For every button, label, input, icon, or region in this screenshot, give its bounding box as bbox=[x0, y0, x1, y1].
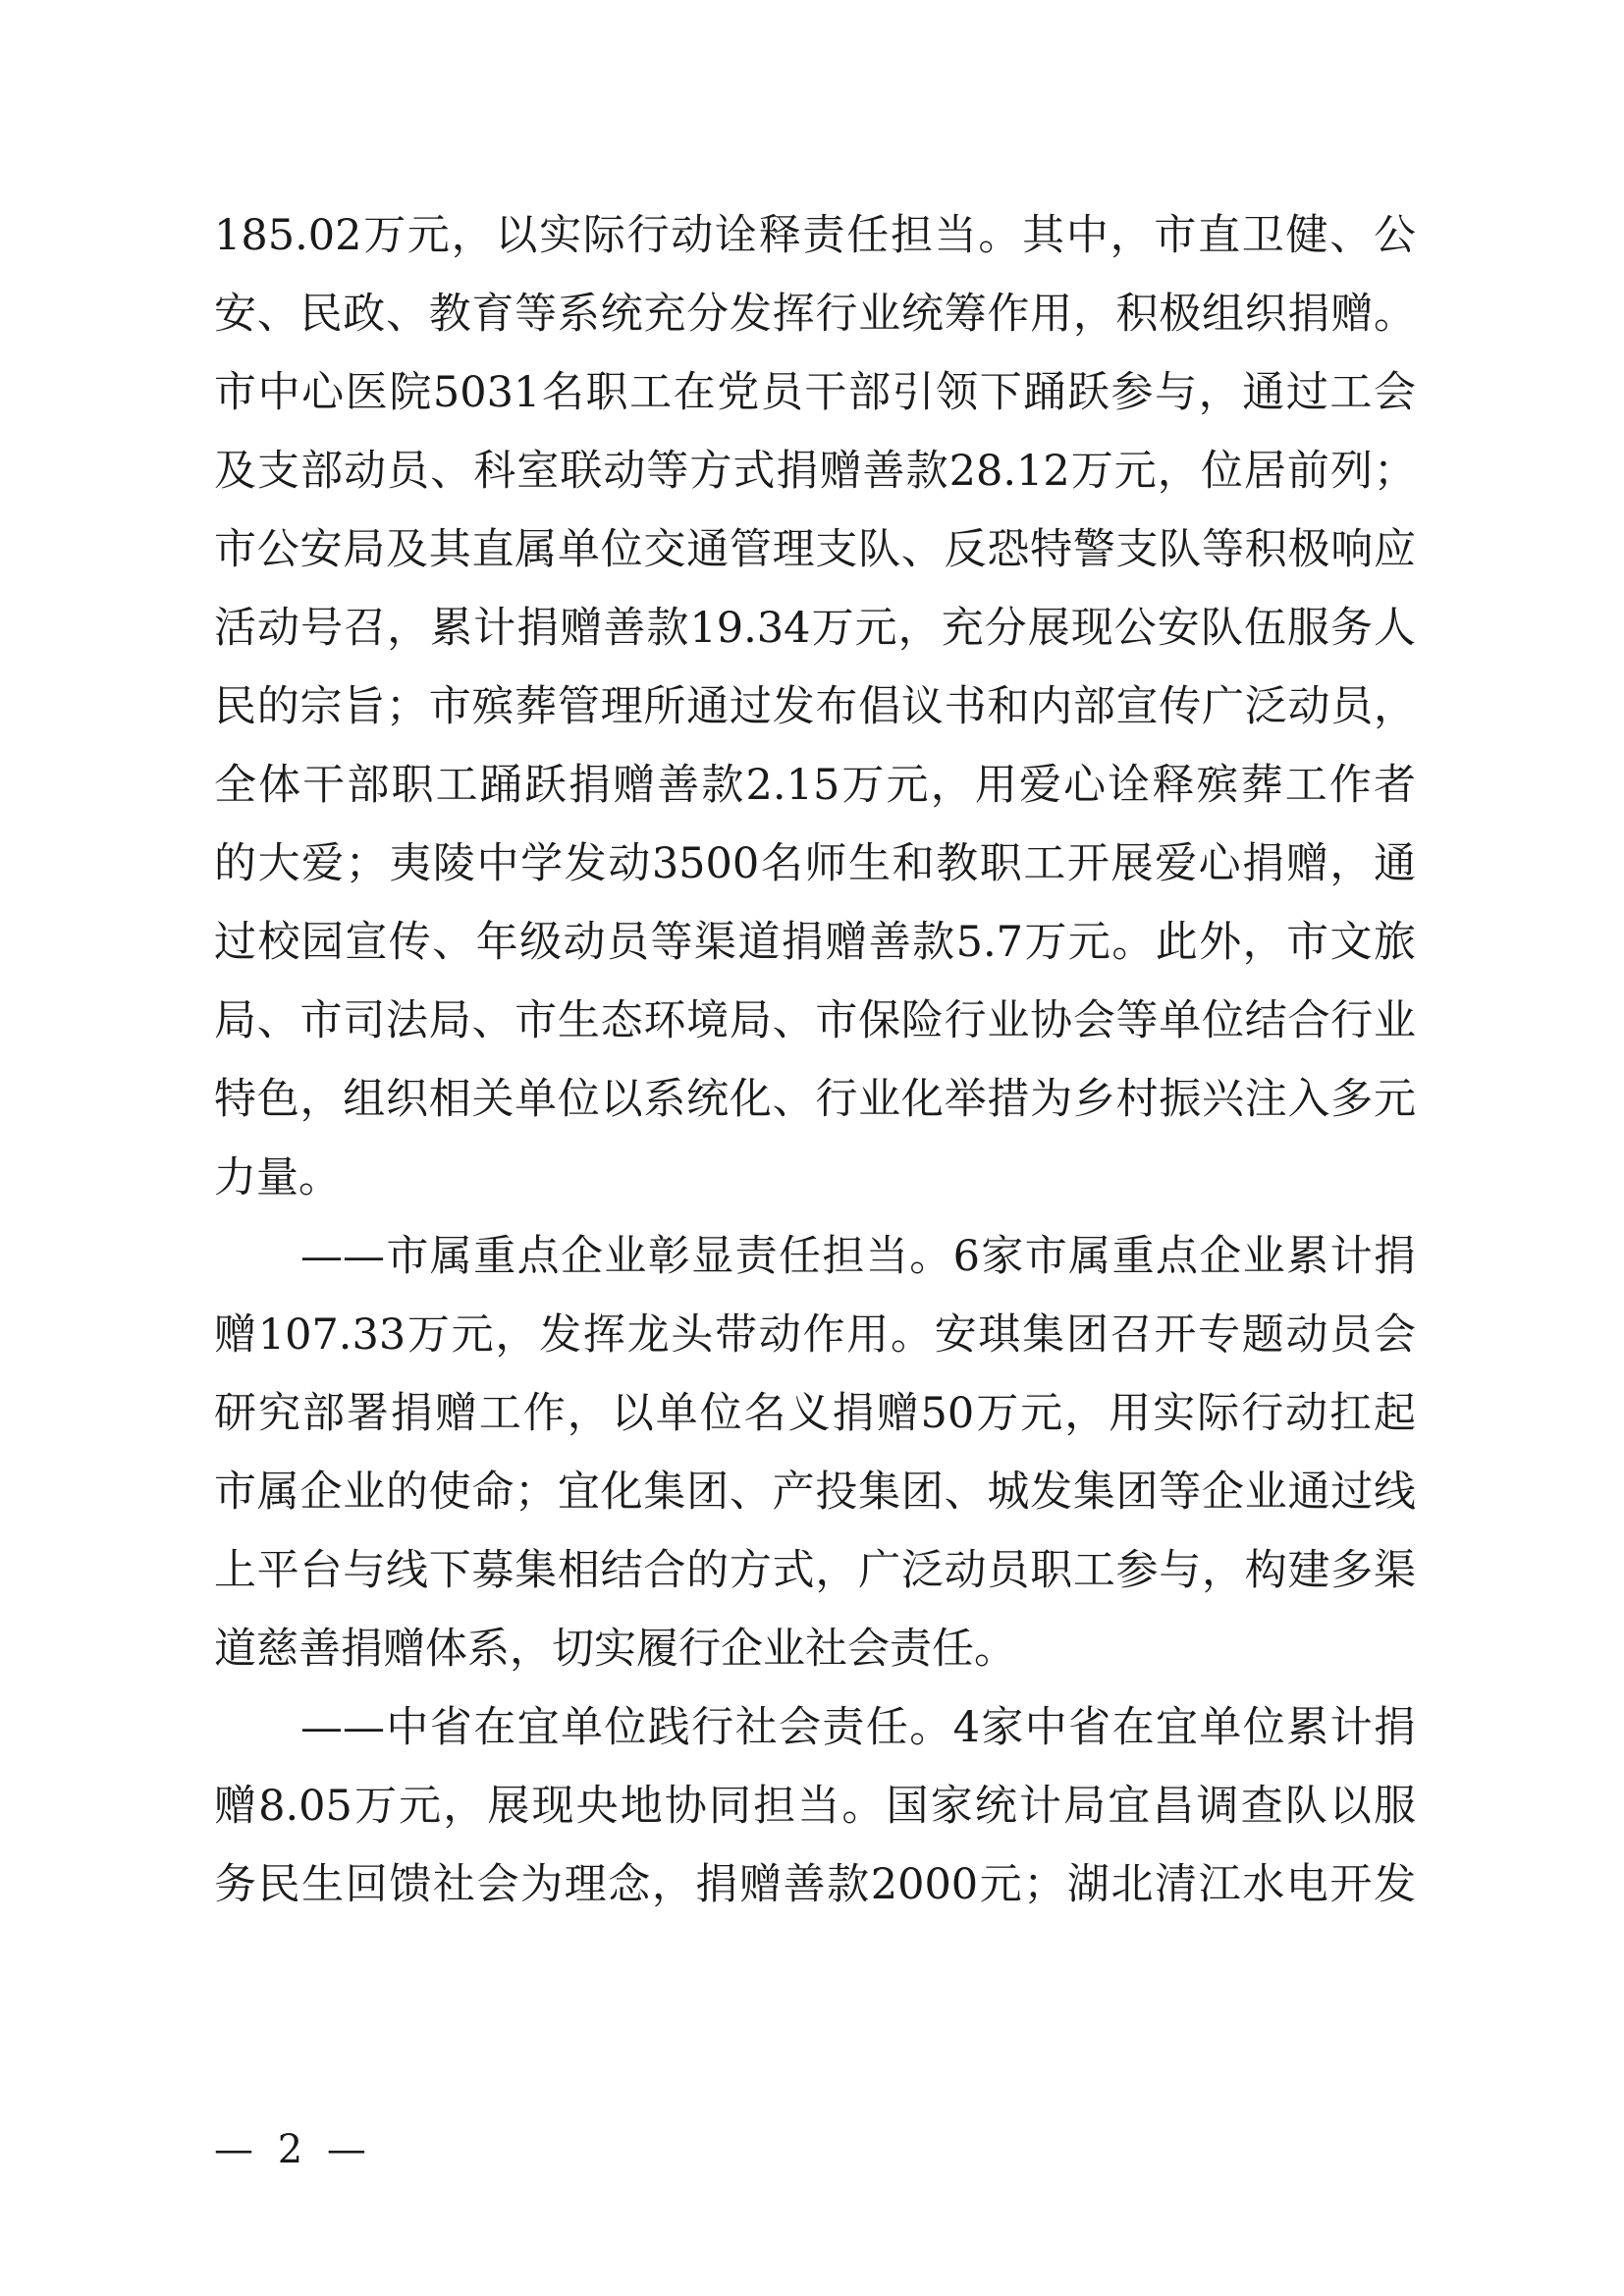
body-line-14: ——市属重点企业彰显责任担当。6家市属重点企业累计捐 bbox=[300, 1232, 1416, 1281]
body-line-4: 及支部动员、科室联动等方式捐赠善款28.12万元，位居前列； bbox=[214, 447, 1416, 496]
body-line-22: 务民生回馈社会为理念，捐赠善款2000元；湖北清江水电开发 bbox=[214, 1860, 1416, 1909]
body-line-6: 活动号召，累计捐赠善款19.34万元，充分展现公安队伍服务人 bbox=[214, 604, 1416, 653]
body-line-1: 185.02万元，以实际行动诠释责任担当。其中，市直卫健、公 bbox=[214, 211, 1416, 260]
body-line-20: ——中省在宜单位践行社会责任。4家中省在宜单位累计捐 bbox=[300, 1703, 1416, 1752]
body-line-2: 安、民政、教育等系统充分发挥行业统筹作用，积极组织捐赠。 bbox=[214, 290, 1416, 339]
body-line-7: 民的宗旨；市殡葬管理所通过发布倡议书和内部宣传广泛动员， bbox=[214, 682, 1416, 731]
body-line-5: 市公安局及其直属单位交通管理支队、反恐特警支队等积极响应 bbox=[214, 525, 1416, 574]
body-line-18: 上平台与线下募集相结合的方式，广泛动员职工参与，构建多渠 bbox=[214, 1546, 1416, 1595]
body-line-13: 力量。 bbox=[214, 1153, 341, 1202]
body-line-9: 的大爱；夷陵中学发动3500名师生和教职工开展爱心捐赠，通 bbox=[214, 839, 1416, 888]
body-line-17: 市属企业的使命；宜化集团、产投集团、城发集团等企业通过线 bbox=[214, 1468, 1416, 1517]
body-line-21: 赠8.05万元，展现央地协同担当。国家统计局宜昌调查队以服 bbox=[214, 1782, 1416, 1831]
body-line-8: 全体干部职工踊跃捐赠善款2.15万元，用爱心诠释殡葬工作者 bbox=[214, 761, 1416, 810]
body-line-3: 市中心医院5031名职工在党员干部引领下踊跃参与，通过工会 bbox=[214, 368, 1416, 417]
body-line-12: 特色，组织相关单位以系统化、行业化举措为乡村振兴注入多元 bbox=[214, 1075, 1416, 1124]
body-line-19: 道慈善捐赠体系，切实履行企业社会责任。 bbox=[214, 1625, 1016, 1674]
body-line-15: 赠107.33万元，发挥龙头带动作用。安琪集团召开专题动员会 bbox=[214, 1310, 1416, 1360]
body-line-16: 研究部署捐赠工作，以单位名义捐赠50万元，用实际行动扛起 bbox=[214, 1389, 1416, 1438]
body-line-11: 局、市司法局、市生态环境局、市保险行业协会等单位结合行业 bbox=[214, 996, 1416, 1045]
body-line-10: 过校园宣传、年级动员等渠道捐赠善款5.7万元。此外，市文旅 bbox=[214, 918, 1416, 967]
page-number: — 2 — bbox=[214, 2127, 372, 2172]
